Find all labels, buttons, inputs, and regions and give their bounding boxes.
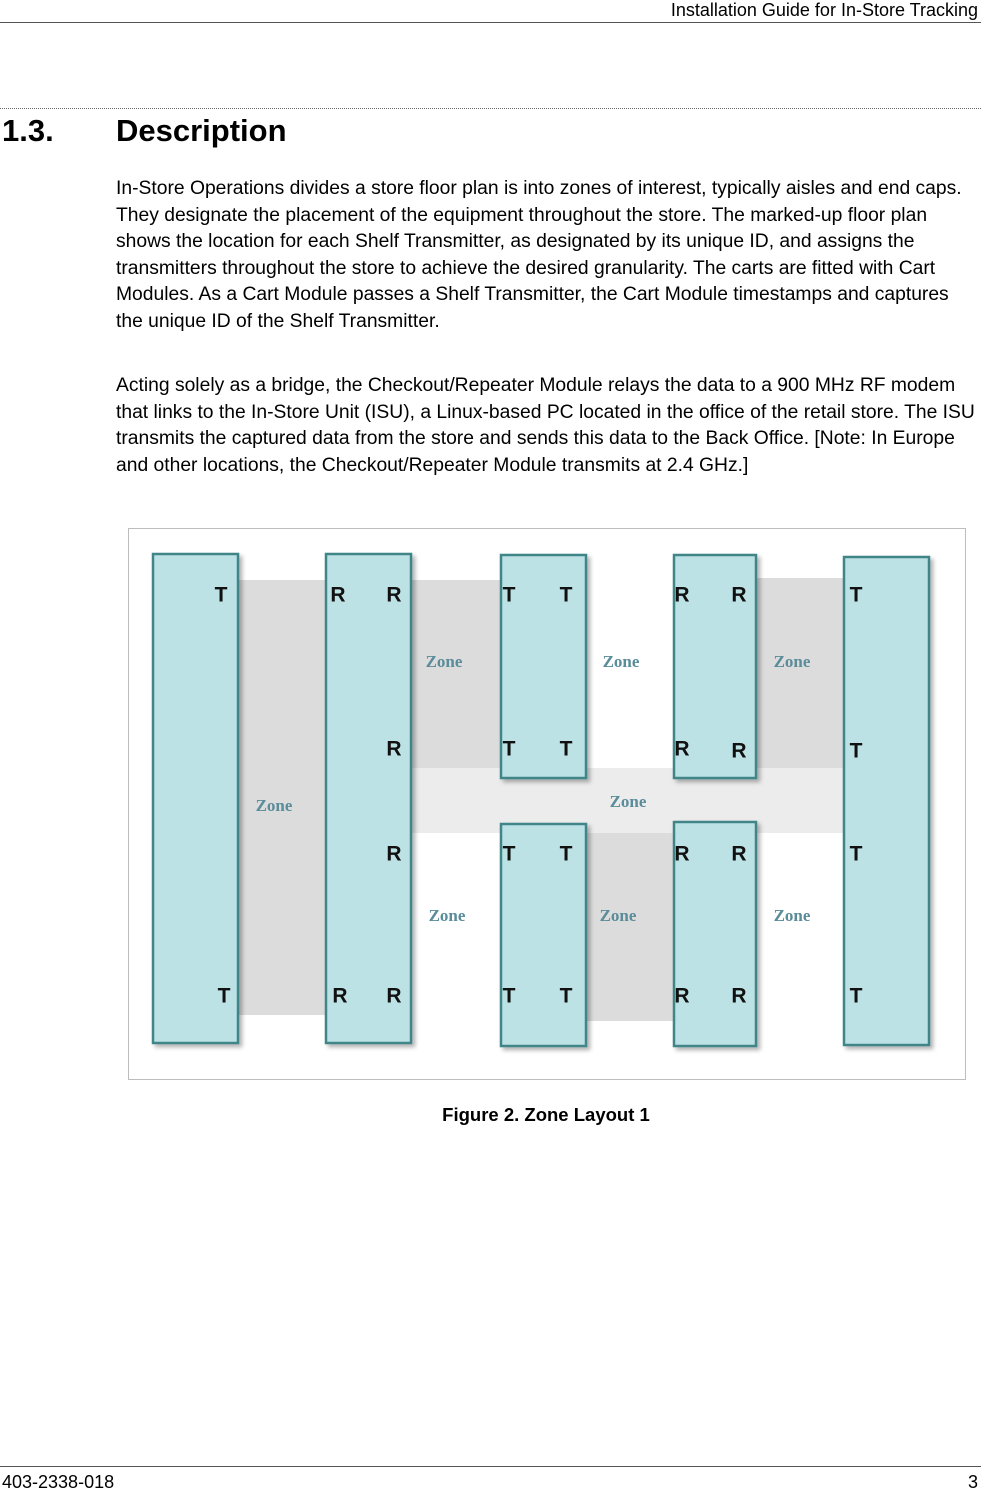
receiver-marker: R (674, 984, 690, 1008)
zone-layout-figure (128, 528, 966, 1080)
zone-label: Zone (425, 651, 463, 671)
transmitter-marker: T (559, 583, 573, 607)
transmitter-marker: T (849, 739, 863, 763)
zone-layout-diagram (128, 528, 966, 1080)
transmitter-marker: T (502, 842, 516, 866)
section-rule (0, 108, 981, 109)
transmitter-marker: T (502, 737, 516, 761)
receiver-marker: R (330, 583, 346, 607)
transmitter-marker: T (214, 583, 228, 607)
transmitter-marker: T (849, 842, 863, 866)
receiver-marker: R (674, 583, 690, 607)
receiver-marker: R (731, 984, 747, 1008)
paragraph-1: In-Store Operations divides a store floor plan is into zones of interest, typically aisles and end caps. They designate the placement of the equipment throughout the store. The marked-up floor plan shows the location for each Shelf Transmitter, as designated by its unique ID, and assigns the transmitters throughout the store to achieve the desired granularity. The carts are fitted with Cart Modules. As a Cart Module passes a Shelf Transmitter, the Cart Module timestamps and captures the unique ID of the Shelf Transmitter. (116, 178, 962, 332)
paragraph-2: Acting solely as a bridge, the Checkout/Repeater Module relays the data to a 900 MHz RF modem that links to the In-Store Unit (ISU), a Linux-based PC located in the office of the retail store. The ISU transmits the captured data from the store and sends this data to the Back Office. [Note: In Europe and other locations, the Checkout/Repeater Module transmits at 2.4 GHz.] (116, 375, 975, 476)
zone-label: Zone (428, 905, 466, 925)
receiver-marker: R (674, 842, 690, 866)
receiver-marker: R (386, 583, 402, 607)
transmitter-marker: T (559, 984, 573, 1008)
transmitter-marker: T (217, 984, 231, 1008)
zone-label: Zone (773, 651, 811, 671)
zone-label: Zone (599, 905, 637, 925)
transmitter-marker: T (849, 583, 863, 607)
transmitter-marker: T (502, 984, 516, 1008)
header-rule (0, 22, 981, 23)
receiver-marker: R (332, 984, 348, 1008)
receiver-marker: R (674, 737, 690, 761)
transmitter-marker: T (559, 842, 573, 866)
doc-number: 403-2338-018 (2, 1472, 115, 1492)
receiver-marker: R (386, 842, 402, 866)
zone-label: Zone (602, 651, 640, 671)
zone-label: Zone (609, 791, 647, 811)
shelf (844, 557, 929, 1045)
running-header: Installation Guide for In-Store Tracking (670, 0, 978, 20)
section-number: 1.3. (2, 113, 54, 148)
receiver-marker: R (386, 984, 402, 1008)
page-number: 3 (967, 1472, 978, 1492)
receiver-marker: R (386, 737, 402, 761)
section-heading (2, 112, 287, 150)
zone-label: Zone (255, 795, 293, 815)
zone-area (411, 580, 501, 768)
transmitter-marker: T (559, 737, 573, 761)
receiver-marker: R (731, 842, 747, 866)
transmitter-marker: T (849, 984, 863, 1008)
transmitter-marker: T (502, 583, 516, 607)
section-title: Description (116, 113, 287, 148)
figure-caption: Figure 2. Zone Layout 1 (442, 1104, 650, 1125)
footer-rule (0, 1466, 981, 1467)
zone-area (754, 578, 844, 770)
zone-label: Zone (773, 905, 811, 925)
receiver-marker: R (731, 739, 747, 763)
receiver-marker: R (731, 583, 747, 607)
shelf (326, 554, 411, 1043)
zone-area (586, 833, 674, 1021)
shelf (153, 554, 238, 1043)
